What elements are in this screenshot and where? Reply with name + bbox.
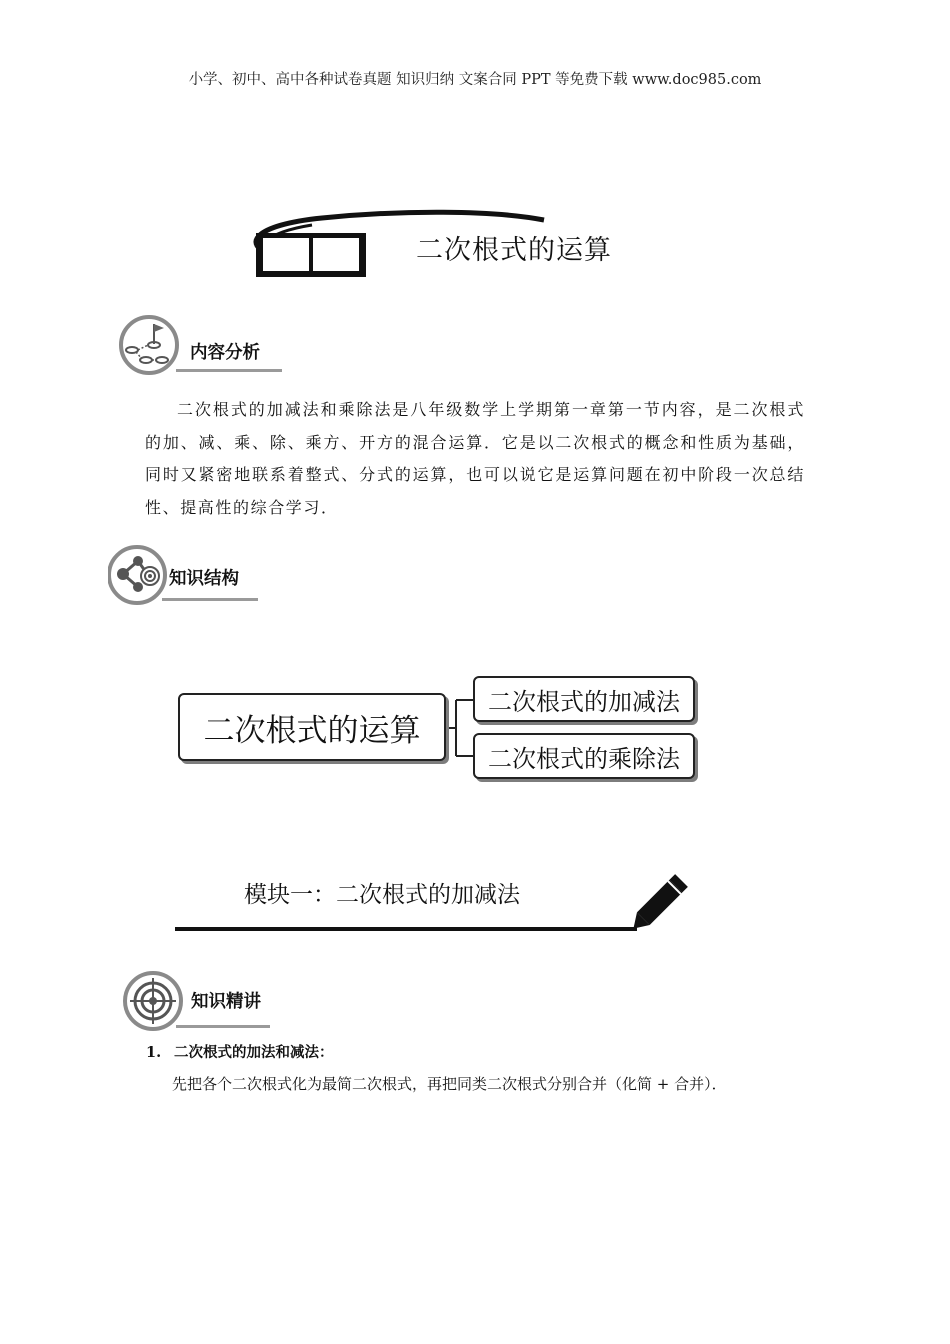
mindmap-child-add-subtract: 二次根式的加减法 (473, 676, 695, 722)
network-icon (108, 544, 170, 606)
section-knowledge-lecture: 知识精讲 (191, 992, 261, 1012)
pencil-icon (628, 868, 694, 934)
intro-paragraph (145, 394, 805, 524)
target-icon (122, 970, 184, 1032)
item-number: 1. (146, 1044, 162, 1061)
module-title: 模块一：二次根式的加减法 (244, 882, 520, 908)
item-heading (146, 1041, 334, 1062)
section-underline (176, 369, 282, 372)
mindmap-child-multiply-divide: 二次根式的乘除法 (473, 733, 695, 779)
section-knowledge-structure: 知识结构 (169, 569, 239, 589)
page-header: 小学、初中、高中各种试卷真题 知识归纳 文案合同 PPT 等免费下载 www.doc985.com (188, 72, 762, 88)
module-underline (175, 927, 637, 931)
section-content-analysis: 内容分析 (190, 343, 260, 363)
section-underline (162, 598, 258, 601)
document-title: 二次根式的运算 (416, 235, 612, 266)
intro-text: 二次根式的加减法和乘除法是八年级数学上学期第一章第一节内容，是二次根式的加、减、乘、除、乘方、开方的混合运算．它是以二次根式的概念和性质为基础，同时又紧密地联系着整式、分式的运算，也可以说它是运算问题在初中阶段一次总结性、提高性的综合学习． (145, 400, 805, 517)
section-underline (176, 1025, 270, 1028)
item-heading-text: 二次根式的加法和减法： (174, 1045, 334, 1061)
item-body: 先把各个二次根式化为最简二次根式，再把同类二次根式分别合并（化简 + 合并）． (172, 1075, 727, 1093)
mindmap-root: 二次根式的运算 (178, 693, 446, 761)
map-flag-icon (118, 314, 180, 376)
